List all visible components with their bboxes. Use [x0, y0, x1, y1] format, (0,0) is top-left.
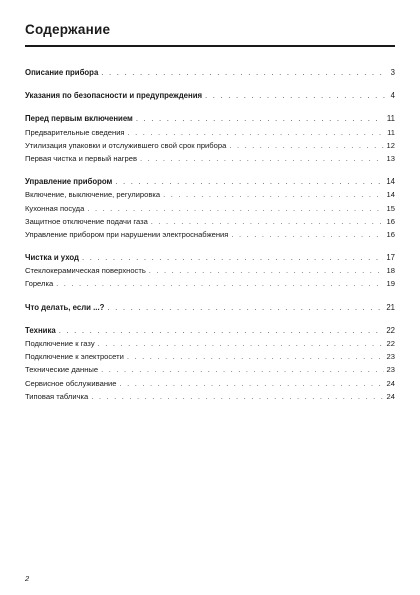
dot-leader: [231, 228, 383, 241]
toc-entry[interactable]: [25, 139, 395, 152]
toc-page-number: 16: [386, 229, 395, 239]
dot-leader: [115, 175, 383, 188]
dot-leader: [127, 350, 384, 363]
dot-leader: [101, 66, 387, 79]
toc-heading-label: Чистка и уход: [25, 253, 79, 263]
toc-page-number: 15: [386, 203, 395, 213]
toc-entry[interactable]: [25, 377, 395, 390]
page-number: 2: [25, 574, 30, 583]
title-divider: [25, 45, 395, 47]
dot-leader: [151, 215, 384, 228]
toc-entry-label: Подключение к газу: [25, 339, 95, 348]
toc-page-number: 12: [386, 140, 395, 150]
toc-page-number: 13: [386, 153, 395, 163]
dot-leader: [98, 337, 384, 350]
toc-page-number: 3: [390, 68, 395, 77]
page-title: Содержание: [25, 22, 111, 37]
toc-section: [25, 251, 395, 291]
dot-leader: [205, 89, 388, 102]
toc-heading[interactable]: [25, 89, 395, 102]
toc-entry[interactable]: [25, 202, 395, 215]
toc-section: [25, 66, 395, 79]
toc-entry[interactable]: [25, 152, 395, 165]
toc-heading-label: Управление прибором: [25, 177, 113, 187]
toc-entry-label: Типовая табличка: [25, 391, 89, 401]
toc-section: [25, 89, 395, 102]
toc-entry[interactable]: [25, 390, 395, 403]
toc-section: [25, 324, 395, 403]
toc-heading-label: Описание прибора: [25, 68, 99, 77]
toc-heading-label: Перед первым включением: [25, 114, 133, 124]
dot-leader: [140, 152, 384, 165]
toc-entry[interactable]: [25, 228, 395, 241]
toc-heading-label: Что делать, если ...?: [25, 302, 105, 312]
toc-heading-label: Указания по безопасности и предупреждения: [25, 91, 203, 101]
dot-leader: [163, 188, 383, 201]
toc-entry[interactable]: [25, 363, 395, 376]
dot-leader: [59, 324, 384, 337]
toc-entry-label: Управление прибором при нарушении электроснабжения: [25, 229, 229, 239]
toc-entry-label: Включение, выключение, регулировка: [25, 190, 161, 200]
toc-heading[interactable]: [25, 324, 395, 337]
toc-section: [25, 175, 395, 241]
toc-entry[interactable]: [25, 337, 395, 350]
toc-entry[interactable]: [25, 264, 395, 277]
dot-leader: [149, 264, 384, 277]
toc-page-number: 4: [390, 91, 395, 101]
dot-leader: [87, 202, 383, 215]
toc-page-number: 22: [386, 325, 395, 335]
toc-entry[interactable]: [25, 126, 395, 139]
toc-entry[interactable]: [25, 277, 395, 290]
toc-entry-label: Защитное отключение подачи газа: [25, 216, 148, 226]
dot-leader: [91, 390, 383, 403]
toc-section: [25, 301, 395, 314]
toc-page-number: 14: [386, 177, 395, 187]
toc-entry[interactable]: [25, 215, 395, 228]
toc-section: [25, 112, 395, 165]
dot-leader: [101, 363, 383, 376]
dot-leader: [120, 377, 384, 390]
toc-entry-label: Утилизация упаковки и отслужившего свой срок прибора: [25, 140, 227, 150]
toc-page-number: 11: [387, 127, 395, 137]
toc-heading[interactable]: [25, 112, 395, 125]
toc-page-number: 18: [386, 266, 395, 276]
toc-entry-label: Горелка: [25, 279, 54, 289]
dot-leader: [128, 126, 385, 139]
toc-page-number: 23: [386, 365, 395, 375]
toc-page-number: 22: [386, 339, 395, 348]
toc-heading[interactable]: [25, 301, 395, 314]
toc-entry-label: Подключение к электросети: [25, 352, 124, 362]
toc-heading[interactable]: [25, 251, 395, 264]
dot-leader: [136, 112, 384, 125]
toc-entry-label: Сервисное обслуживание: [25, 378, 117, 388]
toc-page-number: 17: [386, 253, 395, 263]
dot-leader: [229, 139, 383, 152]
toc-entry[interactable]: [25, 188, 395, 201]
toc-heading-label: Техника: [25, 325, 56, 335]
toc-page-number: 19: [386, 279, 395, 289]
toc-heading[interactable]: [25, 175, 395, 188]
toc-entry-label: Первая чистка и первый нагрев: [25, 153, 138, 163]
toc-page-number: 24: [386, 378, 395, 388]
toc-entry[interactable]: [25, 350, 395, 363]
table-of-contents: [25, 66, 395, 413]
dot-leader: [56, 277, 383, 290]
toc-entry-label: Стеклокерамическая поверхность: [25, 266, 146, 276]
toc-heading[interactable]: [25, 66, 395, 79]
toc-page-number: 23: [386, 352, 395, 362]
dot-leader: [107, 301, 383, 314]
toc-entry-label: Технические данные: [25, 365, 99, 375]
toc-entry-label: Кухонная посуда: [25, 203, 85, 213]
toc-page-number: 11: [386, 114, 395, 124]
toc-page-number: 14: [386, 190, 395, 200]
toc-page-number: 24: [386, 391, 395, 401]
toc-entry-label: Предварительные сведения: [25, 127, 125, 137]
dot-leader: [82, 251, 383, 264]
toc-page-number: 16: [386, 216, 395, 226]
toc-page-number: 21: [386, 302, 395, 312]
